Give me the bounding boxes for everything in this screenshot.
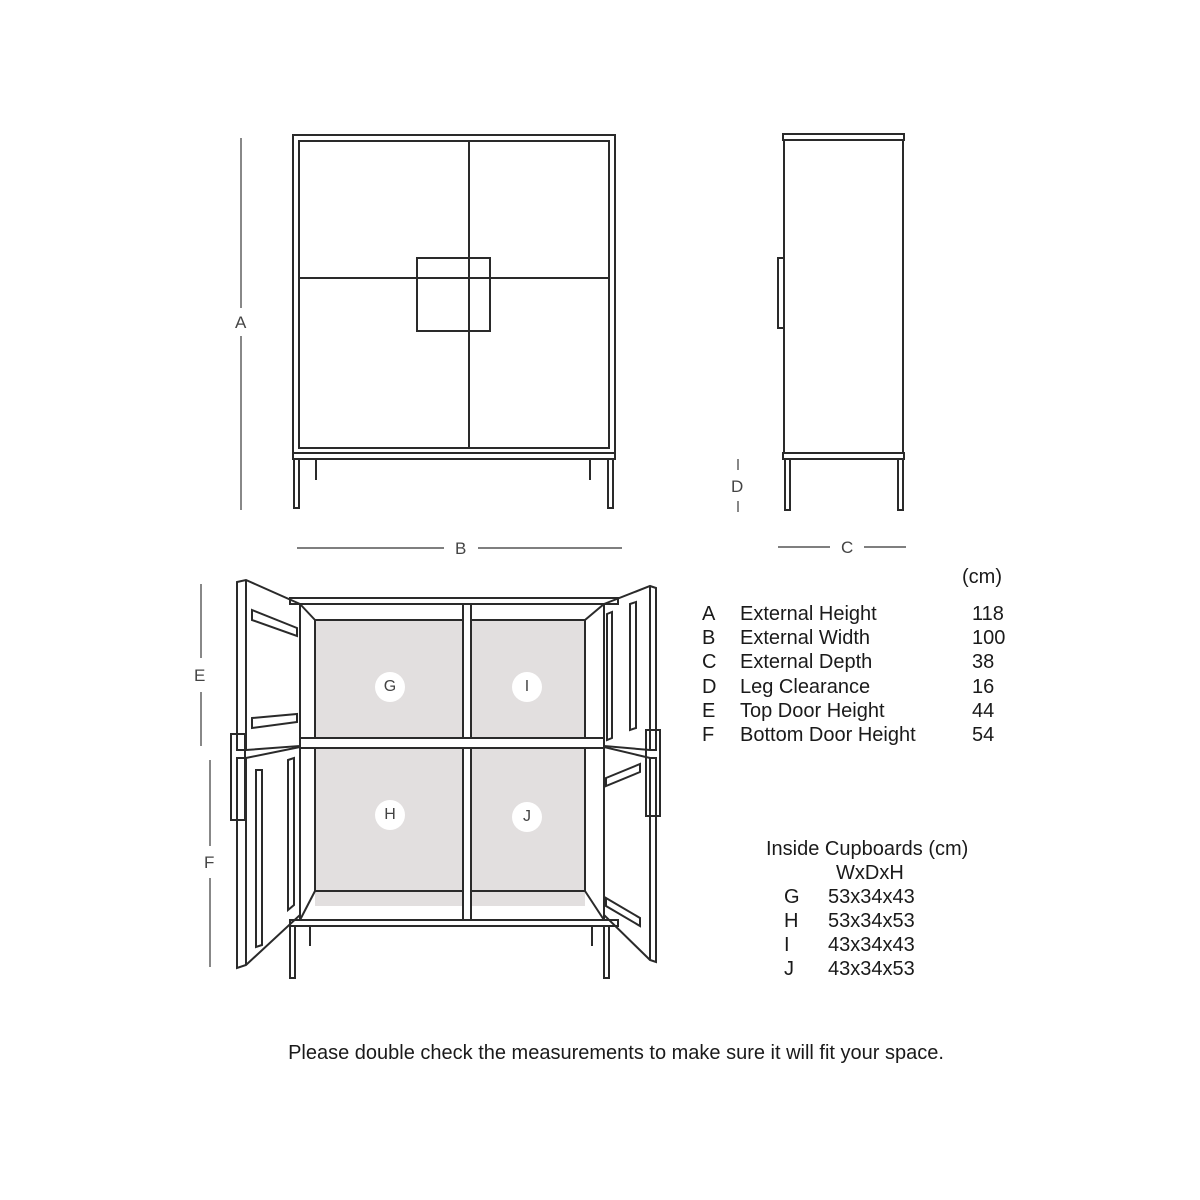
dimension-name: External Width	[740, 627, 871, 650]
dim-label-d: D	[731, 477, 744, 496]
dimension-value: 38	[972, 651, 995, 674]
cupboard-label-h: H	[375, 800, 405, 830]
dimension-value: 118	[972, 603, 1004, 625]
side-view	[778, 134, 904, 510]
dim-label-a: A	[235, 313, 247, 332]
cupboard-label-g: G	[375, 672, 405, 702]
dimension-key: D	[702, 675, 717, 698]
open-view	[231, 580, 660, 978]
cupboard-size: 53x34x43	[828, 886, 915, 908]
measurement-note: Please double check the measurements to make sure it will fit your space.	[288, 1042, 944, 1064]
cupboard-key: G	[784, 886, 800, 908]
dimension-key: F	[702, 723, 715, 746]
cupboard-label-j: J	[512, 802, 542, 832]
dimension-name: Top Door Height	[740, 699, 885, 722]
cupboard-size: 53x34x53	[828, 910, 915, 932]
dimension-key: B	[702, 627, 716, 650]
front-view	[293, 135, 615, 508]
dimension-value: 100	[972, 627, 1006, 650]
cupboard-key: I	[784, 934, 790, 956]
dim-label-c: C	[841, 538, 854, 557]
cupboard-key: J	[784, 958, 794, 980]
dimension-key: C	[702, 651, 717, 674]
dimension-value: 44	[972, 699, 995, 722]
inside-title: Inside Cupboards (cm)	[766, 838, 969, 860]
cupboard-label-i: I	[512, 672, 542, 702]
cupboard-key: H	[784, 910, 799, 932]
cupboard-size: 43x34x53	[828, 958, 915, 980]
dimension-name: Bottom Door Height	[740, 723, 916, 746]
dimension-key: E	[702, 699, 716, 722]
dim-label-f: F	[204, 853, 215, 872]
dimension-name: External Depth	[740, 651, 873, 674]
cupboard-size: 43x34x43	[828, 934, 915, 956]
dimension-name: Leg Clearance	[740, 675, 871, 698]
dim-label-e: E	[194, 666, 206, 685]
dimension-value: 16	[972, 675, 995, 698]
dimension-name: External Height	[740, 603, 877, 625]
dimension-value: 54	[972, 723, 995, 746]
inside-subtitle: WxDxH	[836, 862, 904, 884]
dim-label-b: B	[455, 539, 467, 558]
dimension-key: A	[702, 603, 716, 625]
unit-label: (cm)	[962, 566, 1002, 588]
